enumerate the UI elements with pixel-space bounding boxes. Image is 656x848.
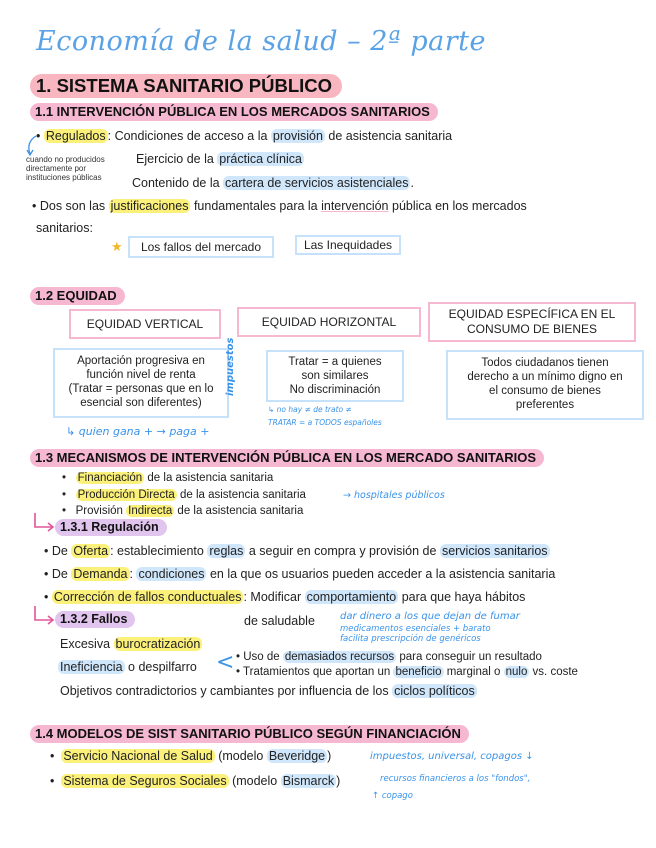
regulacion-fallos-conductuales: • Corrección de fallos conductuales : Modificar comportamiento para que haya hábitos xyxy=(44,590,526,604)
side-note: cuando no producidos directamente por instituciones públicas xyxy=(26,155,105,182)
fallo-ineficiencia: Ineficiencia o despilfarro xyxy=(60,660,197,674)
equidad-vertical-body: Aportación progresiva en función nivel de renta (Tratar = personas que en lo esencial son diferentes) xyxy=(53,348,229,418)
equidad-horizontal-body: Tratar = a quienes son similares No discriminación xyxy=(266,350,404,402)
heading-1-2: 1.2 EQUIDAD xyxy=(30,287,125,305)
note-hospitales: → hospitales públicos xyxy=(343,490,445,501)
heading-1-1: 1.1 INTERVENCIÓN PÚBLICA EN LOS MERCADOS SANITARIOS xyxy=(30,103,438,121)
page-title: Economía de la salud – 2ª parte xyxy=(36,26,486,57)
section-heading-1: 1. SISTEMA SANITARIO PÚBLICO xyxy=(30,74,342,98)
regulados-label: Regulados xyxy=(45,129,106,143)
mechanism-provision: • Provisión Indirecta de la asistencia sanitaria xyxy=(62,505,304,517)
note-bismarck-2: ↑ copago xyxy=(372,791,413,801)
subheading-fallos: 1.3.2 Fallos xyxy=(55,611,135,628)
cartera-line: Contenido de la cartera de servicios asistenciales . xyxy=(132,176,414,190)
practica-clinica-line: Ejercicio de la práctica clínica xyxy=(136,152,302,166)
equidad-horizontal-title: EQUIDAD HORIZONTAL xyxy=(237,307,421,337)
heading-1-3: 1.3 MECANISMOS DE INTERVENCIÓN PÚBLICA EN LOS MERCADO SANITARIOS xyxy=(30,449,544,467)
box-inequidades: Las Inequidades xyxy=(295,235,401,255)
sanitarios-line: sanitarios: xyxy=(36,221,93,235)
ineficiencia-sub-1: • Uso de demasiados recursos para conseguir un resultado xyxy=(236,651,542,663)
note-fumar: dar dinero a los que dejan de fumar xyxy=(340,611,520,622)
note-medicamentos: medicamentos esenciales + barato xyxy=(340,624,491,634)
ineficiencia-sub-2: • Tratamientos que aportan un beneficio marginal o nulo vs. coste xyxy=(236,666,578,678)
curved-arrow-icon xyxy=(22,134,40,158)
equidad-especifica-body: Todos ciudadanos tienen derecho a un mínimo digno en el consumo de bienes preferentes xyxy=(446,350,644,420)
star-icon: ★ xyxy=(111,239,123,254)
fallo-objetivos: Objetivos contradictorios y cambiantes por influencia de los ciclos políticos xyxy=(60,684,475,698)
note-beveridge: impuestos, universal, copagos ↓ xyxy=(370,751,534,762)
modelo-beveridge: • Servicio Nacional de Salud (modelo Beveridge ) xyxy=(50,749,332,763)
subheading-regulacion: 1.3.1 Regulación xyxy=(55,519,167,536)
note-vertical: ↳ quien gana + → paga + xyxy=(66,425,210,438)
bullet: • xyxy=(36,129,44,143)
note-horizontal-1: ↳ no hay ≠ de trato ≠ xyxy=(268,405,352,414)
habitos-continuation: de saludable xyxy=(244,614,315,628)
note-genericos: facilita prescripción de genéricos xyxy=(340,634,481,644)
equidad-especifica-title: EQUIDAD ESPECÍFICA EN EL CONSUMO DE BIENES xyxy=(428,302,636,342)
modelo-bismarck: • Sistema de Seguros Sociales (modelo Bismarck ) xyxy=(50,774,341,788)
regulacion-oferta: • De Oferta : establecimiento reglas a seguir en compra y provisión de servicios sanitarios xyxy=(44,544,548,558)
justificaciones-line: • Dos son las justificaciones fundamentales para la intervención pública en los mercados xyxy=(32,199,527,213)
box-fallos-mercado: Los fallos del mercado xyxy=(128,236,274,258)
equidad-vertical-title: EQUIDAD VERTICAL xyxy=(69,309,221,339)
heading-1-4: 1.4 MODELOS DE SIST SANITARIO PÚBLICO SEGÚN FINANCIACIÓN xyxy=(30,725,469,743)
mechanism-financiacion: • Financiación de la asistencia sanitaria xyxy=(62,472,274,484)
regulacion-demanda: • De Demanda : condiciones en la que os usuarios pueden acceder a la asistencia sanitaria xyxy=(44,567,556,581)
brace-icon: < xyxy=(216,650,235,675)
note-horizontal-2: TRATAR = a TODOS españoles xyxy=(268,418,382,427)
arrow-corner-icon xyxy=(32,605,56,625)
mechanism-produccion: • Producción Directa de la asistencia sanitaria xyxy=(62,489,306,501)
fallo-burocratizacion: Excesiva burocratización xyxy=(60,637,201,651)
regulados-line: • Regulados : Condiciones de acceso a la provisión de asistencia sanitaria xyxy=(36,129,453,143)
arrow-corner-icon xyxy=(32,512,56,532)
impuestos-vertical-note: impuestos xyxy=(225,337,236,396)
note-bismarck-1: recursos financieros a los "fondos", xyxy=(380,774,531,784)
